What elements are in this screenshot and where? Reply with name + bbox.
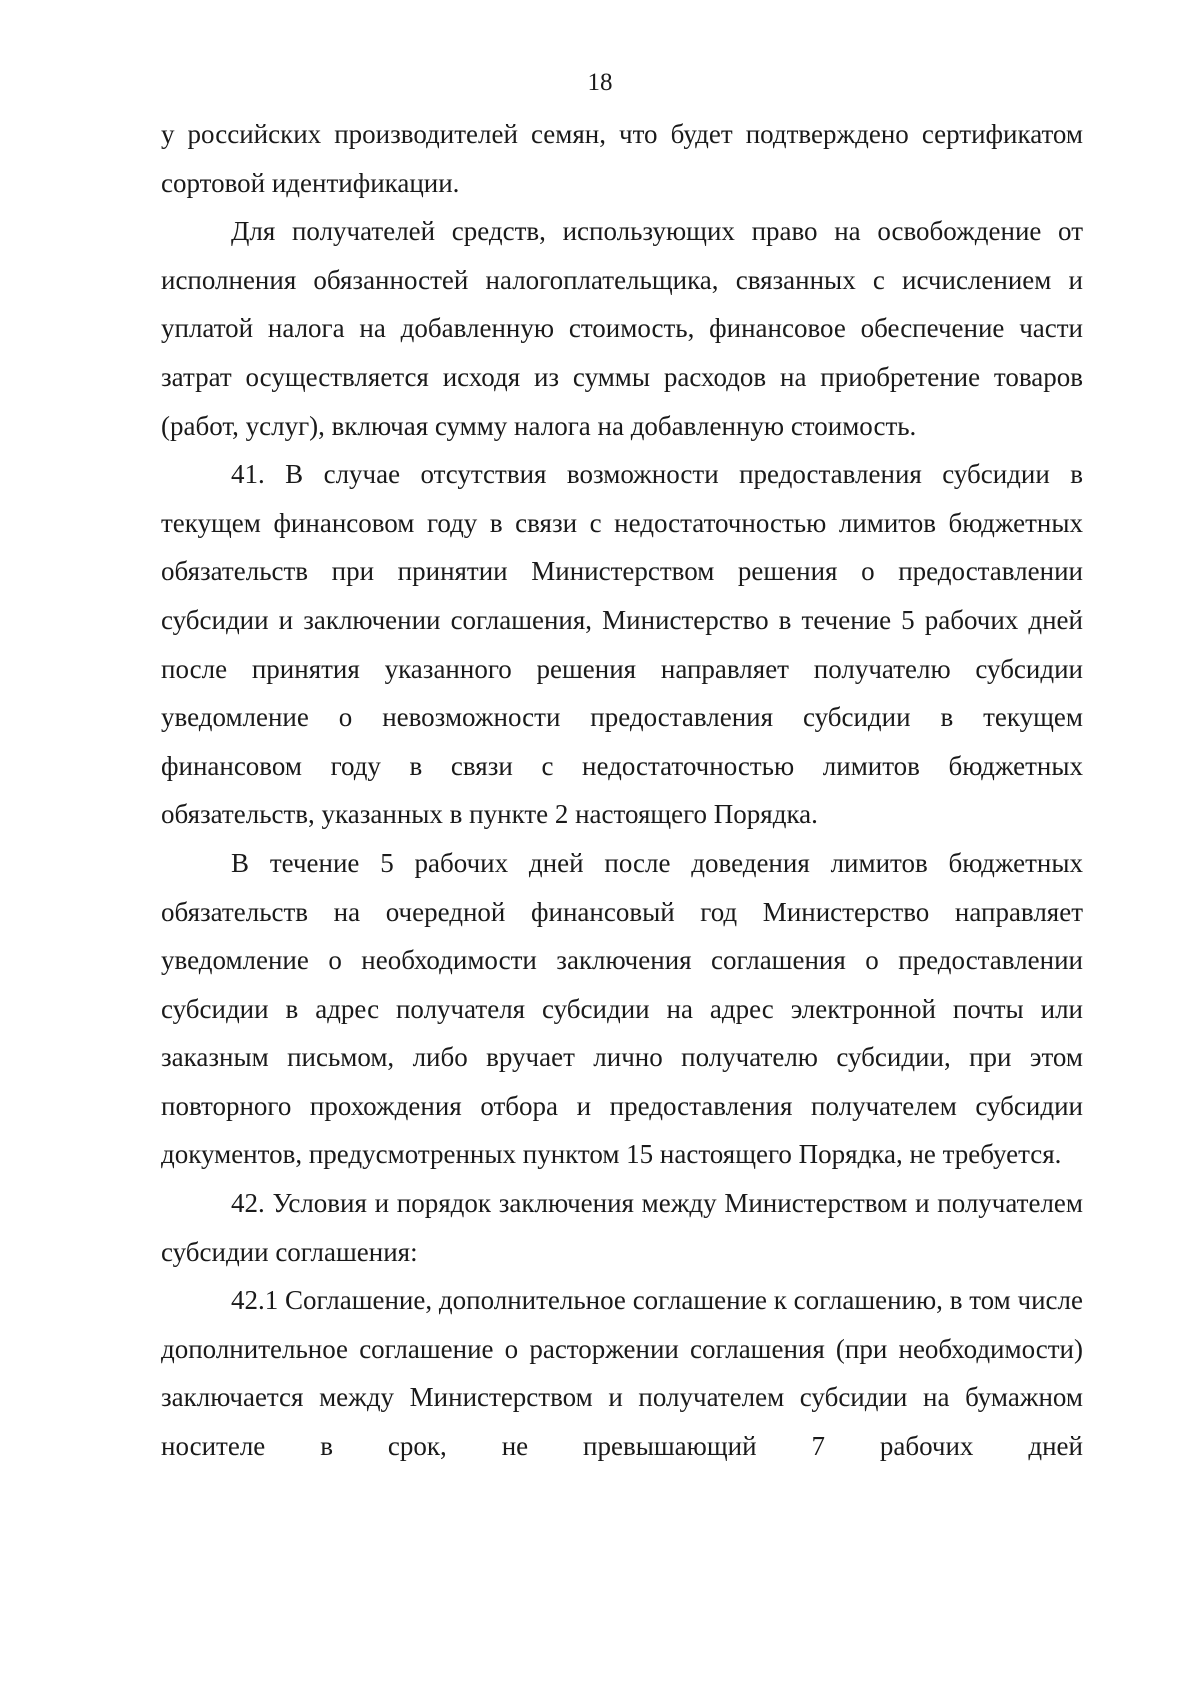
document-body [161,110,1083,1471]
paragraph-41: 41. В случае отсутствия возможности предоставления субсидии в текущем финансовом году в связи с недостаточностью лимитов бюджетных обязательств при принятии Министерством решения о предоставлении субсидии и заключении соглашения, Министерство в течение 5 рабочих дней после принятия указанного решения направляет получателю субсидии уведомление о невозможности предоставления субсидии в текущем финансовом году в связи с недостаточностью лимитов бюджетных обязательств, указанных в пункте 2 настоящего Порядка. [161,459,1083,830]
paragraph-42: 42. Условия и порядок заключения между Министерством и получателем субсидии соглашения: [161,1188,1083,1267]
paragraph-42-1: 42.1 Соглашение, дополнительное соглашение к соглашению, в том числе дополнительное соглашение о расторжении соглашения (при необходимости) заключается между Министерством и получателем субсидии на бумажном носителе в срок, не превышающий 7 рабочих дней [161,1285,1083,1462]
paragraph-notification: В течение 5 рабочих дней после доведения лимитов бюджетных обязательств на очередной финансовый год Министерство направляет уведомление о необходимости заключения соглашения о предоставлении субсидии в адрес получателя субсидии на адрес электронной почты или заказным письмом, либо вручает лично получателю субсидии, при этом повторного прохождения отбора и предоставления получателем субсидии документов, предусмотренных пунктом 15 настоящего Порядка, не требуется. [161,847,1083,1170]
paragraph-seed-certificate: у российских производителей семян, что будет подтверждено сертификатом сортовой идентификации. [161,119,1083,198]
paragraph-vat-exemption: Для получателей средств, использующих право на освобождение от исполнения обязанностей налогоплательщика, связанных с исчислением и уплатой налога на добавленную стоимость, финансовое обеспечение части затрат осуществляется исходя из суммы расходов на приобретение товаров (работ, услуг), включая сумму налога на добавленную стоимость. [161,216,1083,441]
page-number: 18 [587,69,613,96]
